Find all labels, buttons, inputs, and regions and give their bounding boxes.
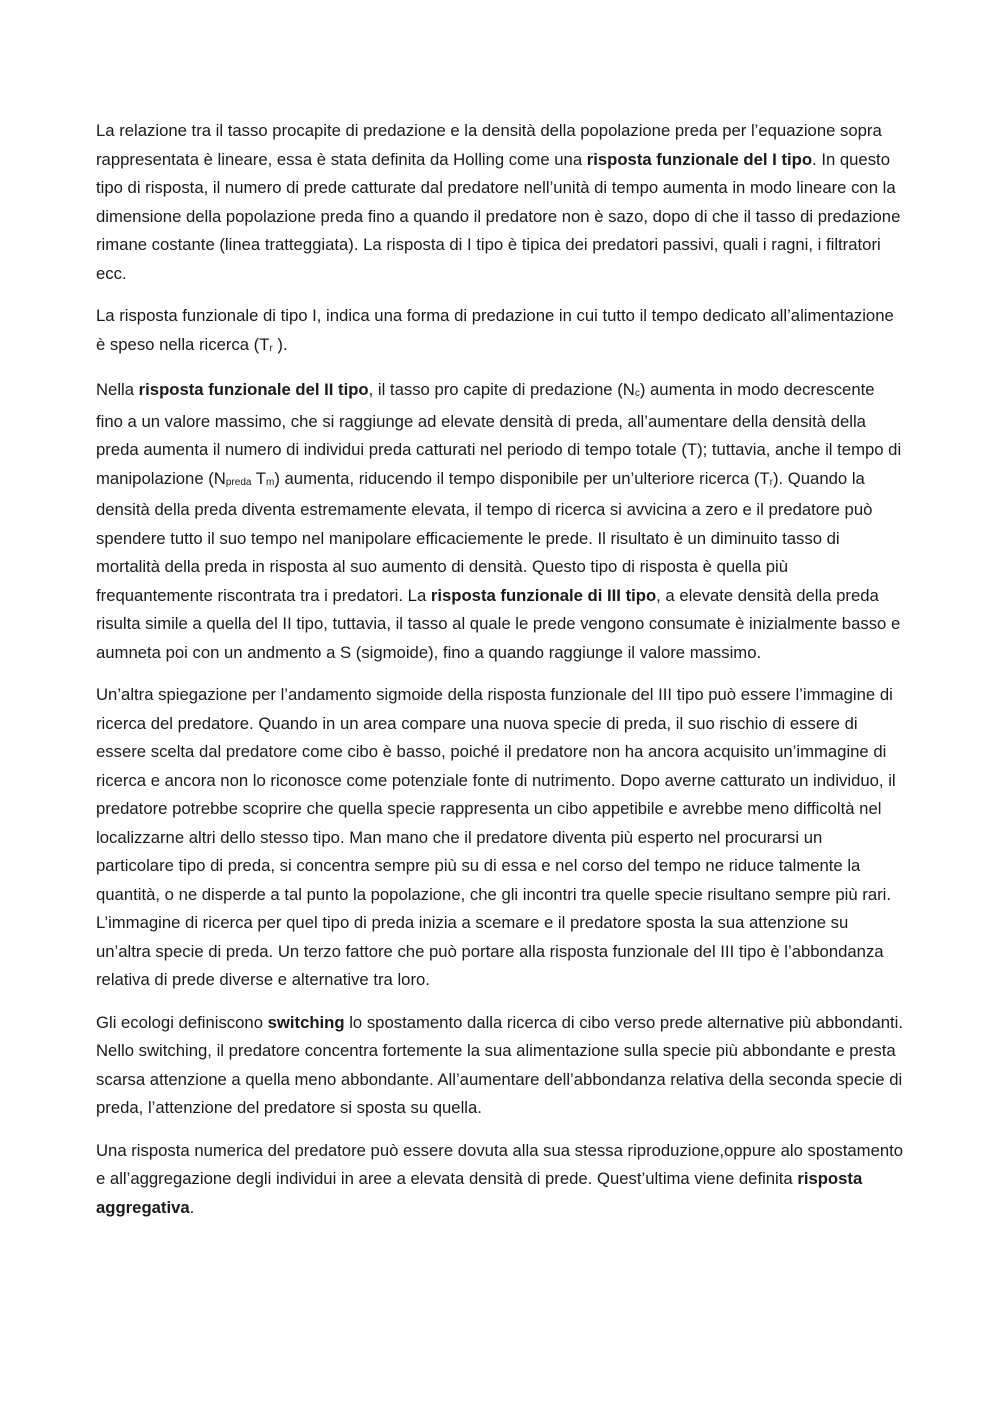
bold-term: risposta funzionale di III tipo — [430, 585, 657, 605]
subscript-text: preda — [225, 476, 252, 488]
paragraph — [96, 376, 904, 667]
bold-term: risposta funzionale del I tipo — [586, 149, 813, 169]
paragraph — [96, 681, 904, 995]
subscript-text: r — [769, 476, 773, 488]
text-run: T — [251, 468, 266, 488]
text-run: Nella — [96, 380, 139, 399]
bold-term: switching — [267, 1012, 345, 1032]
text-run: , a elevate densità della preda risulta simile a quella del II tipo, tuttavia, il tasso al quale le prede vengono consumate è inizialmente basso e aumneta poi con un andmento a S (sigmoide), fino a quando raggiunge il valore massimo. — [96, 585, 901, 662]
paragraph — [96, 117, 904, 288]
paragraph — [96, 1009, 904, 1123]
text-run: La risposta funzionale di tipo I, indica una forma di predazione in cui tutto il tempo dedicato all’alimentazione è speso nella ricerca (T — [96, 306, 894, 354]
text-run: ) aumenta, riducendo il tempo disponibile per un’ulteriore ricerca (T — [274, 468, 770, 488]
text-run: lo spostamento dalla ricerca di cibo verso prede alternative più abbondanti. Nello switching, il predatore concentra fortemente la sua alimentazione sulla specie più abbondante e presta scarsa attenzione a quella meno abbondante. All’aumentare dell’abbondanza relativa della seconda specie di preda, l’attenzione del predatore si sposta su quella. — [96, 1012, 903, 1117]
text-run: La relazione tra il tasso procapite di predazione e la densità della popolazione preda per l’equazione sopra rappresentata è lineare, essa è stata definita da Holling come una — [96, 121, 882, 169]
bold-term: risposta aggregativa — [96, 1169, 863, 1217]
text-run: Gli ecologi definiscono — [96, 1012, 268, 1032]
text-run: Una risposta numerica del predatore può essere dovuta alla sua stessa riproduzione,oppure alo spostamento e all’aggregazione degli individui in aree a elevata densità di prede. Quest’ultima viene definita — [96, 1140, 904, 1188]
document-body — [96, 117, 904, 1222]
text-run: , il tasso pro capite di predazione (N — [368, 380, 635, 399]
subscript-text: c — [634, 388, 640, 399]
text-run: ). Quando la densità della preda diventa estremamente elevata, il tempo di ricerca si avvicina a zero e il predatore può spendere tutto il suo tempo nel manipolare efficaciemente le prede. Il risultato è un diminuito tasso di mortalità della preda in risposta al suo aumento di densità. Questo tipo di risposta è quella più frequantemente riscontrata tra i predatori. La — [96, 468, 873, 605]
bold-term: risposta funzionale del II tipo — [138, 380, 369, 399]
paragraph — [96, 1137, 904, 1223]
text-run: . In questo tipo di risposta, il numero di prede catturate dal predatore nell’unità di tempo aumenta in modo lineare con la dimensione della popolazione preda fino a quando il predatore non è sazo, dopo di che il tasso di predazione rimane costante (linea tratteggiata). La risposta di I tipo è tipica dei predatori passivi, quali i ragni, i filtratori ecc. — [96, 149, 901, 283]
text-run: Un’altra spiegazione per l’andamento sigmoide della risposta funzionale del III tipo può essere l’immagine di ricerca del predatore. Quando in un area compare una nuova specie di preda, il suo rischio di essere di essere scelta dal predatore come cibo è basso, poiché il predatore non ha ancora acquisito un’immagine di ricerca e ancora non lo riconosce come potenziale fonte di nutrimento. Dopo averne catturato un individuo, il predatore potrebbe scoprire che quella specie rappresenta un cibo appetibile e avrebbe meno difficoltà nel localizzarne altri dello stesso tipo. Man mano che il predatore diventa più esperto nel procurarsi un particolare tipo di preda, si concentra sempre più su di essa e nel corso del tempo ne riduce talmente la quantità, o ne disperde a tal punto la popolazione, che gli incontri tra quelle specie risultano sempre più rari. L’immagine di ricerca per quel tipo di preda inizia a scemare e il predatore sposta la sua attenzione su un’altra specie di preda. Un terzo fattore che può portare alla risposta funzionale del III tipo è l’abbondanza relativa di prede diverse e alternative tra loro. — [96, 685, 896, 989]
subscript-text: r — [269, 342, 273, 354]
text-run: ). — [272, 334, 288, 354]
paragraph — [96, 302, 904, 362]
subscript-text: m — [265, 476, 275, 488]
text-run: ) aumenta in modo decrescente fino a un valore massimo, che si raggiunge ad elevate densità di preda, all’aumentare della densità della preda aumenta il numero di individui preda catturati nel periodo di tempo totale (T); tuttavia, anche il tempo di manipolazione (N — [96, 380, 902, 488]
text-run: . — [189, 1197, 195, 1217]
